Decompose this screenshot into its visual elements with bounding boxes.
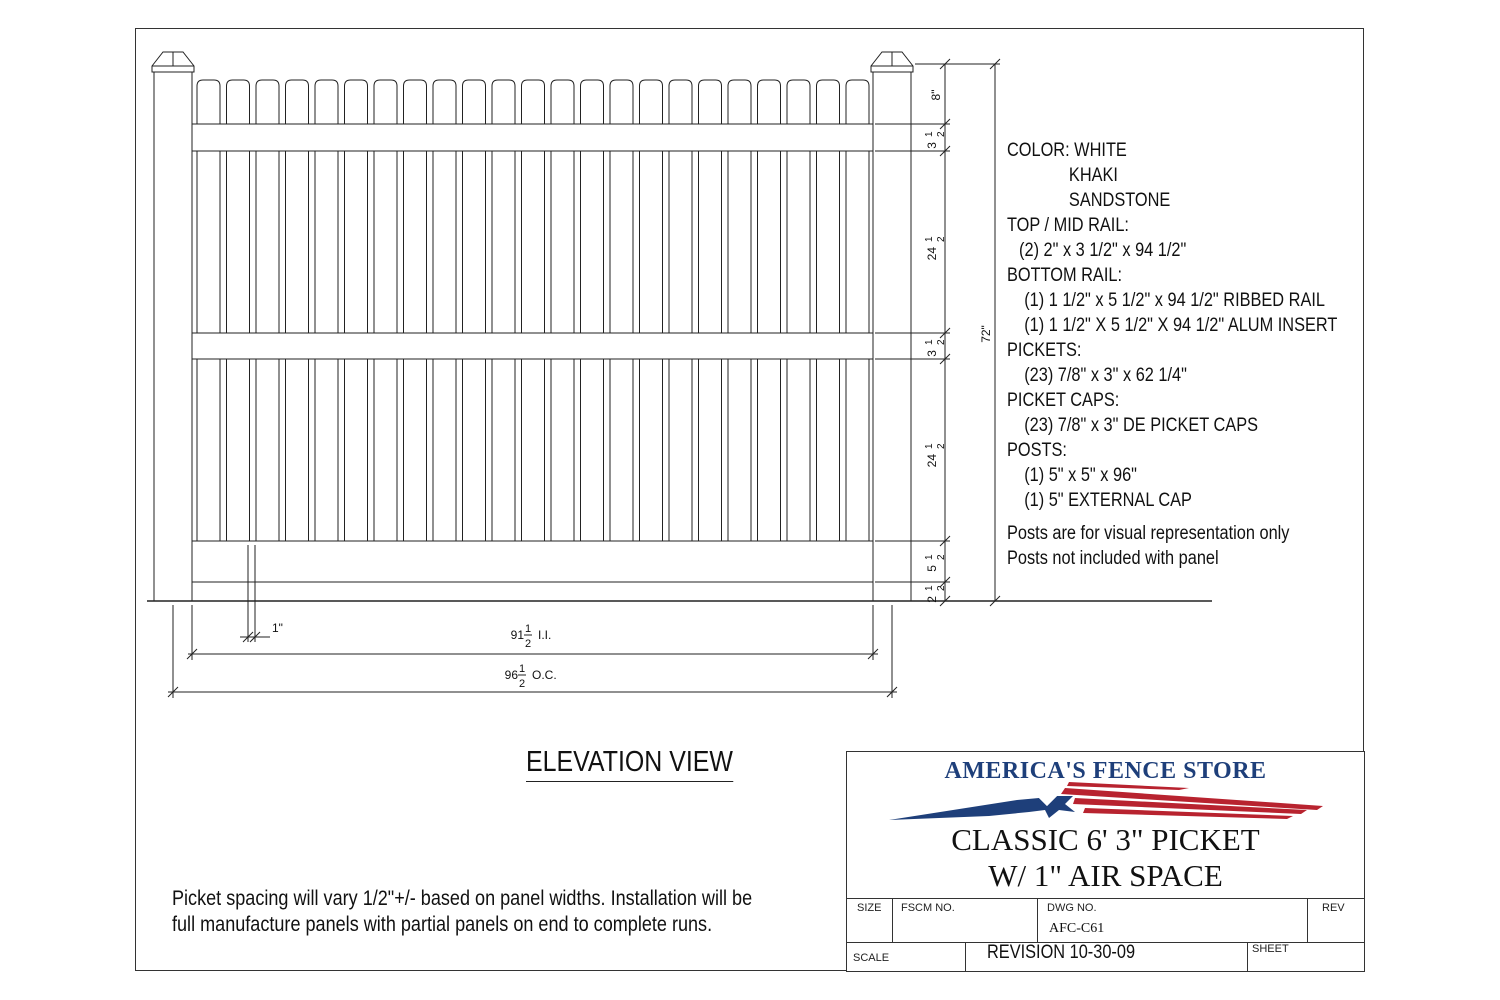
- dim-inside-suffix: I.I.: [538, 628, 552, 642]
- grid-divider: [1307, 898, 1308, 942]
- dim-oc-suffix: O.C.: [532, 668, 557, 682]
- spec-top-mid-rail-value: (2) 2" x 3 1/2" x 94 1/2": [1019, 240, 1187, 261]
- dim-oc-whole: 96: [504, 668, 518, 682]
- dim-gap-1-whole: 24: [925, 247, 939, 261]
- dim-gap-1-den: 2: [936, 236, 947, 242]
- spec-color-3: SANDSTONE: [1068, 190, 1171, 211]
- posts-note-line-2: Posts not included with panel: [1007, 548, 1219, 569]
- mid-rail: [192, 333, 873, 359]
- dim-rail-1-den: 2: [936, 131, 947, 137]
- dim-inside-whole: 91: [510, 628, 524, 642]
- dim-base-gap-whole: 2: [925, 596, 939, 603]
- dim-bottom-rail-num: 1: [924, 554, 935, 560]
- dim-inside-num: 1: [525, 623, 532, 635]
- grid-divider: [1037, 898, 1038, 942]
- rev-label: REV: [1322, 902, 1345, 914]
- dim-picket-top: 8": [929, 89, 943, 101]
- left-post: [154, 72, 192, 601]
- brand-name: AMERICA'S FENCE STORE: [944, 758, 1267, 784]
- dim-oc-den: 2: [519, 678, 526, 690]
- footnote-line-2: full manufacture panels with partial panels on end to complete runs.: [172, 913, 713, 936]
- footnote: [172, 886, 752, 938]
- spec-top-mid-rail-label: TOP / MID RAIL:: [1007, 215, 1129, 236]
- dim-rail-2-whole: 3: [925, 350, 939, 357]
- spec-picket-caps-label: PICKET CAPS:: [1007, 390, 1120, 411]
- fscm-label: FSCM NO.: [901, 902, 955, 914]
- spec-posts-value-2: (1) 5" EXTERNAL CAP: [1024, 490, 1192, 511]
- spec-bottom-rail-value-2: (1) 1 1/2" X 5 1/2" X 94 1/2" ALUM INSERT: [1024, 315, 1338, 336]
- revision-date: REVISION 10-30-09: [987, 942, 1136, 963]
- dwg-label: DWG NO.: [1047, 902, 1097, 914]
- spec-color-label: COLOR: WHITE: [1007, 140, 1127, 161]
- scale-label: SCALE: [853, 952, 890, 964]
- drawing-title-line-2: W/ 1" AIR SPACE: [988, 858, 1223, 893]
- posts-note: [1007, 521, 1289, 571]
- spec-pickets-label: PICKETS:: [1007, 340, 1082, 361]
- dim-bottom-rail-whole: 5: [925, 565, 939, 572]
- grid-divider: [1247, 942, 1248, 971]
- dim-rail-2-num: 1: [924, 339, 935, 345]
- title-block: [846, 751, 1365, 972]
- drawing-title-line-1: CLASSIC 6' 3" PICKET: [951, 822, 1260, 857]
- flag-logo-icon: [889, 782, 1329, 822]
- spec-bottom-rail-value-1: (1) 1 1/2" x 5 1/2" x 94 1/2" RIBBED RAIL: [1024, 290, 1325, 311]
- footnote-line-1: Picket spacing will vary 1/2"+/- based on panel widths. Installation will be: [172, 887, 753, 910]
- spec-color-2: KHAKI: [1068, 165, 1118, 186]
- spec-bottom-rail-label: BOTTOM RAIL:: [1007, 265, 1123, 286]
- dim-gap-2-whole: 24: [925, 454, 939, 468]
- grid-divider: [892, 898, 893, 942]
- bottom-rail: [192, 541, 873, 582]
- dim-oc-num: 1: [519, 663, 526, 675]
- dim-gap-2-num: 1: [924, 443, 935, 449]
- dim-inside-den: 2: [525, 638, 532, 650]
- dim-gap-1-num: 1: [924, 236, 935, 242]
- dim-bottom-rail-den: 2: [936, 554, 947, 560]
- view-title: ELEVATION VIEW: [526, 746, 733, 782]
- spec-picket-caps-value: (23) 7/8" x 3" DE PICKET CAPS: [1024, 415, 1258, 436]
- size-label: SIZE: [857, 902, 882, 914]
- dim-rail-2-den: 2: [936, 339, 947, 345]
- grid-divider: [965, 942, 966, 971]
- dwg-value: AFC-C61: [1049, 921, 1105, 936]
- dim-gap-2-den: 2: [936, 443, 947, 449]
- posts-note-line-1: Posts are for visual representation only: [1007, 523, 1290, 544]
- dim-base-gap-num: 1: [924, 585, 935, 591]
- spec-list: [1007, 138, 1337, 513]
- sheet-label: SHEET: [1252, 943, 1289, 955]
- dim-base-gap-den: 2: [936, 585, 947, 591]
- dim-overall-height: 72": [979, 325, 993, 343]
- spec-posts-label: POSTS:: [1007, 440, 1067, 461]
- spec-posts-value-1: (1) 5" x 5" x 96": [1024, 465, 1137, 486]
- dim-air-space: 1": [272, 621, 283, 635]
- top-rail: [192, 124, 873, 151]
- spec-pickets-value: (23) 7/8" x 3" x 62 1/4": [1024, 365, 1187, 386]
- dim-rail-1-num: 1: [924, 131, 935, 137]
- dim-rail-1-whole: 3: [925, 142, 939, 149]
